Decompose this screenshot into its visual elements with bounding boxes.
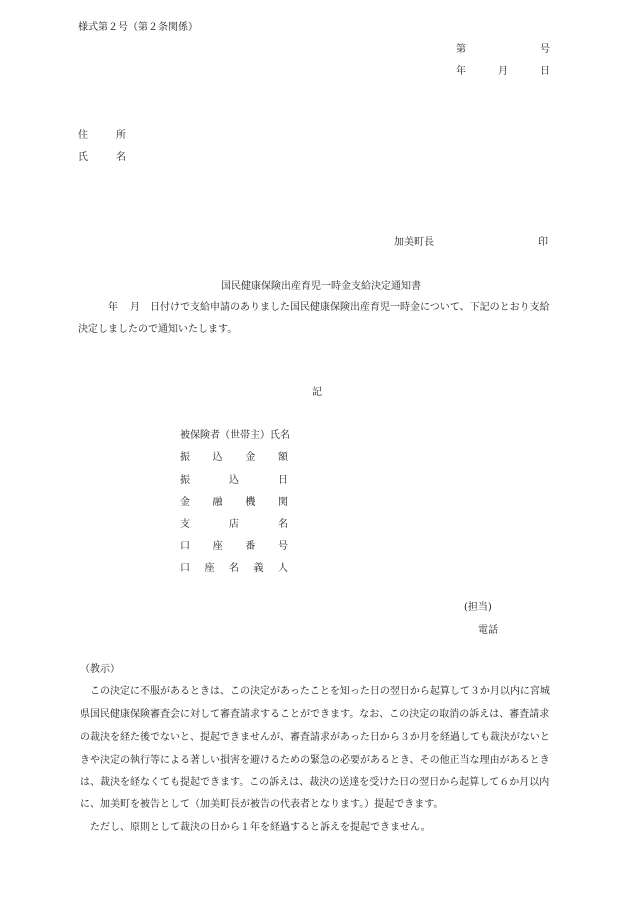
body-year: 年 <box>108 302 118 313</box>
number-suffix: 号 <box>540 44 550 55</box>
detail-transfer-date <box>180 475 288 489</box>
detail-account-holder-char: 義 <box>253 563 264 574</box>
detail-account-holder-char: 口 <box>180 563 190 574</box>
detail-account-number-char: 番 <box>245 541 256 552</box>
date-year: 年 <box>456 66 466 77</box>
body-line-1: 日付けで支給申請のありました国民健康保険出産育児一時金について、下記のとおり支給 <box>150 302 550 313</box>
detail-branch-char: 名 <box>278 519 288 530</box>
address-label-2: 所 <box>116 130 126 141</box>
instruction-line: 県国民健康保険審査会に対して審査請求することができます。なお、この決定の取消の訴えは、審査請求 <box>80 709 550 720</box>
instruction-line: この決定に不服があるときは、この決定があったことを知った日の翌日から起算して３か月以内に宮城 <box>80 686 550 697</box>
date-day: 日 <box>540 66 550 77</box>
document-title: 国民健康保険出産育児一時金支給決定通知書 <box>221 281 421 292</box>
name-label-1: 氏 <box>78 152 88 163</box>
body-line-2: 決定しましたので通知いたします。 <box>78 324 238 335</box>
instruction-line: きや決定の執行等による著しい損害を避けるための緊急の必要があるとき、その他正当な理由があるとき <box>80 755 550 766</box>
detail-branch-char: 支 <box>180 519 190 530</box>
address-label-1: 住 <box>78 130 88 141</box>
detail-amount-char: 額 <box>277 452 288 463</box>
record-mark: 記 <box>312 387 322 398</box>
detail-account-holder-char: 座 <box>204 563 215 574</box>
detail-transfer-date-char: 日 <box>278 475 288 486</box>
instruction-line: に、加美町を被告として（加美町長が被告の代表者となります。）提起できます。 <box>80 799 444 810</box>
detail-amount-char: 振 <box>180 452 190 463</box>
sender-title: 加美町長 <box>394 237 434 248</box>
date-month: 月 <box>498 66 508 77</box>
number-prefix: 第 <box>456 44 466 55</box>
name-label-2: 名 <box>116 152 126 163</box>
contact-charge: (担当) <box>464 602 492 613</box>
contact-phone: 電話 <box>478 625 498 636</box>
detail-account-holder <box>180 563 288 577</box>
form-id: 様式第２号（第２条関係） <box>78 22 198 33</box>
detail-account-holder-char: 人 <box>278 563 288 574</box>
detail-bank-char: 機 <box>245 497 256 508</box>
detail-bank <box>180 497 288 511</box>
detail-transfer-date-char: 込 <box>229 475 239 486</box>
detail-transfer-date-char: 振 <box>180 475 190 486</box>
detail-amount-char: 金 <box>245 452 256 463</box>
body-month: 月 <box>130 302 140 313</box>
detail-branch-char: 店 <box>229 519 239 530</box>
detail-account-number <box>180 541 288 555</box>
detail-amount-char: 込 <box>212 452 223 463</box>
instruction-line: ただし、原則として裁決の日から１年を経過すると訴えを提起できません。 <box>80 822 431 833</box>
instruction-heading: （教示） <box>80 664 120 675</box>
detail-account-number-char: 座 <box>212 541 223 552</box>
detail-amount <box>180 452 288 466</box>
instruction-line: の裁決を経た後でないと、提起できませんが、審査請求があった日から３か月を経過しても裁決がないと <box>80 732 550 743</box>
detail-branch <box>180 519 288 533</box>
detail-bank-char: 融 <box>212 497 223 508</box>
detail-insured-name: 被保険者（世帯主）氏名 <box>180 430 290 441</box>
detail-bank-char: 関 <box>277 497 288 508</box>
instruction-line: は、裁決を経なくても提起できます。この訴えは、裁決の送達を受けた日の翌日から起算して６か月以内 <box>80 777 550 788</box>
detail-account-holder-char: 名 <box>229 563 239 574</box>
detail-bank-char: 金 <box>180 497 190 508</box>
detail-account-number-char: 号 <box>277 541 288 552</box>
detail-account-number-char: 口 <box>180 541 190 552</box>
seal-mark: 印 <box>538 237 548 248</box>
